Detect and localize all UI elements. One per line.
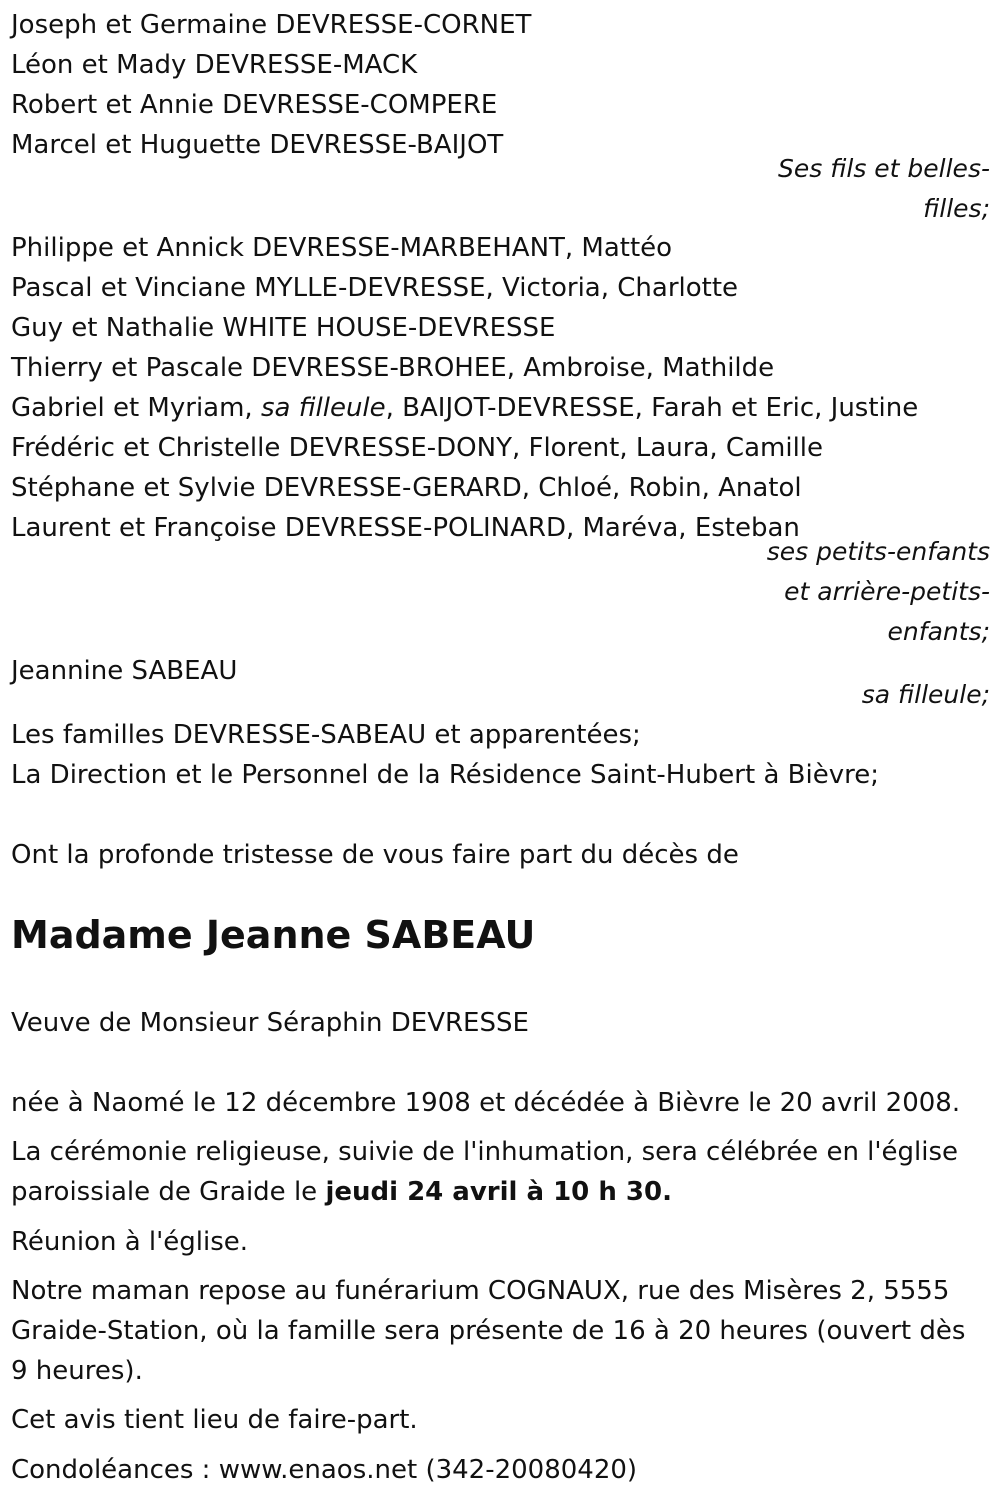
ceremony-date: jeudi 24 avril à 10 h 30.	[325, 1177, 672, 1207]
birth-death: née à Naomé le 12 décembre 1908 et décédée à Bièvre le 20 avril 2008.	[11, 1088, 961, 1118]
notice-line: Cet avis tient lieu de faire-part.	[11, 1405, 418, 1435]
grandchildren-caption: et arrière-petits-	[784, 577, 990, 606]
goddaughter-name: Jeannine SABEAU	[11, 656, 238, 686]
condolences-line: Condoléances : www.enaos.net (342-20080420)	[11, 1455, 638, 1485]
son-line: Robert et Annie DEVRESSE-COMPERE	[11, 90, 498, 120]
sons-caption: filles;	[923, 194, 990, 223]
son-line: Marcel et Huguette DEVRESSE-BAIJOT	[11, 130, 504, 160]
grandchild-line: Stéphane et Sylvie DEVRESSE-GERARD, Chloé, Robin, Anatol	[11, 473, 802, 503]
announcement: Ont la profonde tristesse de vous faire part du décès de	[11, 840, 739, 870]
goddaughter-note: sa filleule	[260, 393, 386, 423]
grandchild-line	[11, 388, 918, 428]
son-line: Léon et Mady DEVRESSE-MACK	[11, 50, 418, 80]
goddaughter-caption: sa filleule;	[861, 680, 990, 709]
grandchild-text: Gabriel et Myriam,	[11, 393, 261, 423]
grandchild-line: Philippe et Annick DEVRESSE-MARBEHANT, Mattéo	[11, 233, 673, 263]
grandchild-text: , BAIJOT-DEVRESSE, Farah et Eric, Justine	[385, 393, 919, 423]
direction-line: La Direction et le Personnel de la Résidence Saint-Hubert à Bièvre;	[11, 760, 879, 790]
grandchild-line: Thierry et Pascale DEVRESSE-BROHEE, Ambroise, Mathilde	[11, 353, 775, 383]
grandchild-line: Guy et Nathalie WHITE HOUSE-DEVRESSE	[11, 313, 556, 343]
widow-of: Veuve de Monsieur Séraphin DEVRESSE	[11, 1008, 529, 1038]
son-line: Joseph et Germaine DEVRESSE-CORNET	[11, 10, 532, 40]
funeral-home-paragraph: Notre maman repose au funérarium COGNAUX, rue des Misères 2, 5555 Graide-Station, où la famille sera présente de 16 à 20 heures (ouvert dès 9 heures).	[11, 1276, 966, 1386]
sons-caption: Ses fils et belles-	[778, 154, 990, 183]
grandchildren-caption: enfants;	[887, 617, 990, 646]
grandchildren-caption: ses petits-enfants	[766, 537, 990, 566]
grandchild-line: Pascal et Vinciane MYLLE-DEVRESSE, Victoria, Charlotte	[11, 273, 739, 303]
grandchild-line: Laurent et Françoise DEVRESSE-POLINARD, Maréva, Esteban	[11, 513, 800, 543]
ceremony-paragraph	[11, 1132, 986, 1212]
deceased-name: Madame Jeanne SABEAU	[11, 913, 536, 957]
grandchild-line: Frédéric et Christelle DEVRESSE-DONY, Florent, Laura, Camille	[11, 433, 824, 463]
ceremony-text: La cérémonie religieuse, suivie de l'inhumation, sera célébrée en l'église paroissiale de Graide le	[11, 1137, 959, 1207]
meeting-line: Réunion à l'église.	[11, 1227, 249, 1257]
families-line: Les familles DEVRESSE-SABEAU et apparentées;	[11, 720, 641, 750]
